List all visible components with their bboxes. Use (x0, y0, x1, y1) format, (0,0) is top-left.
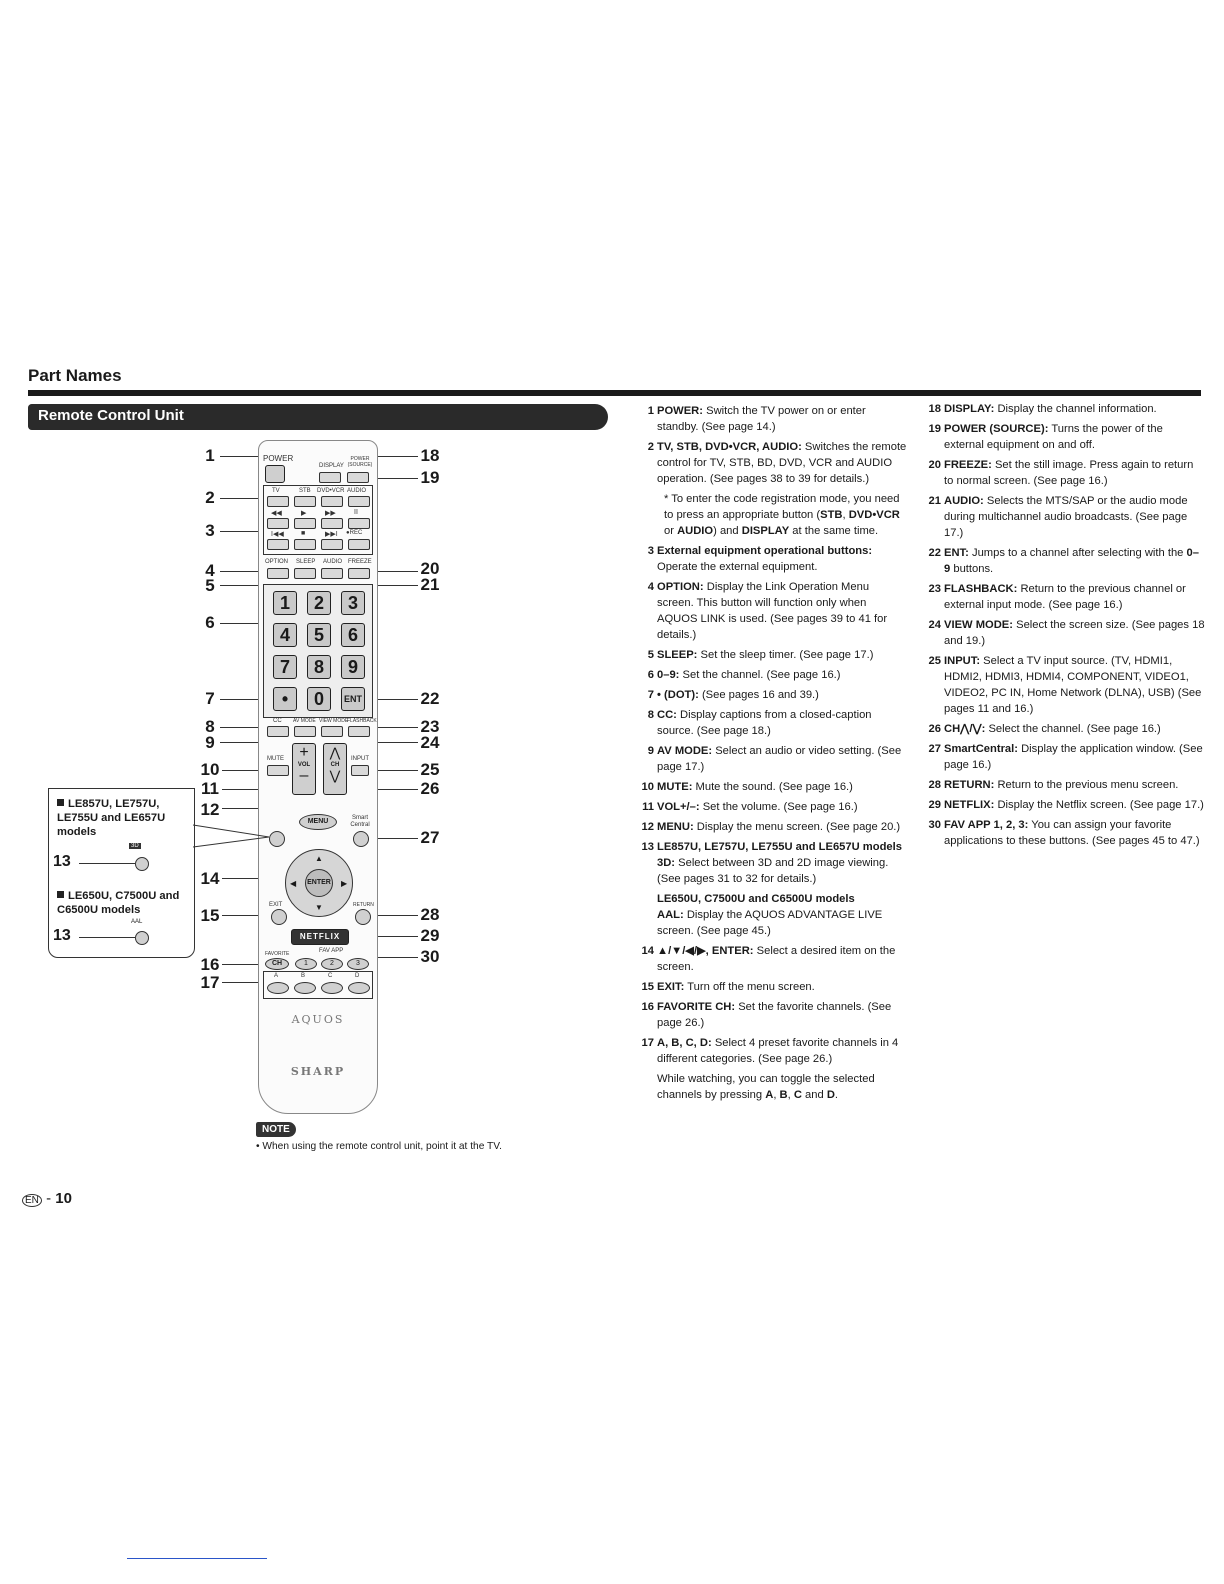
callout-22: 22 (420, 689, 440, 708)
desc-item-29: 29 NETFLIX: Display the Netflix screen. (See page 17.) (928, 799, 1204, 811)
desc-item-24: 24 VIEW MODE: Select the screen size. (See pages 18 and 19.) (928, 619, 1205, 647)
vol-label: VOL (297, 762, 311, 768)
desc-item-18: 18 DISPLAY: Display the channel information. (928, 403, 1157, 415)
return-label: RETURN (353, 902, 374, 908)
audio-source-label: AUDIO (347, 488, 367, 494)
desc-item-12: 12 MENU: Display the menu screen. (See page 20.) (641, 821, 901, 833)
desc-item-8: 8 CC: Display captions from a closed-caption source. (See page 18.) (647, 709, 872, 737)
note-text: • When using the remote control unit, point it at the TV. (256, 1141, 502, 1152)
language-badge: EN (22, 1194, 42, 1207)
callout-9: 9 (205, 733, 215, 752)
callout-2: 2 (205, 488, 215, 507)
desc-item-30: 30 FAV APP 1, 2, 3: You can assign your favorite applications to these buttons. (See pages 45 to 47.) (928, 819, 1200, 847)
option-button[interactable] (267, 568, 289, 579)
desc-item-26: 26 CH⋀/⋁: Select the channel. (See page 16.) (928, 723, 1161, 735)
fav-app-3-button[interactable]: 3 (347, 958, 369, 970)
bottom-rule (127, 1558, 267, 1559)
number-7-button[interactable]: 7 (273, 655, 297, 679)
callout-21: 21 (420, 575, 440, 594)
remote-control-body (258, 440, 378, 1114)
callout-16: 16 (200, 955, 220, 974)
power-button[interactable] (265, 465, 285, 483)
a-button[interactable] (267, 982, 289, 994)
sharp-logo: SHARP (290, 1065, 346, 1078)
input-button[interactable] (351, 765, 369, 776)
desc-item-17-note: While watching, you can toggle the selected channels by pressing A, B, C and D. (657, 1073, 875, 1101)
callout-13b: 13 (53, 927, 71, 944)
section-heading-bar (28, 404, 608, 430)
channel-up-icon: ⋀ (329, 745, 341, 760)
tv-label: TV (272, 488, 280, 494)
ch-label: CH (330, 762, 340, 768)
callout-15: 15 (200, 906, 220, 925)
number-8-button[interactable]: 8 (307, 655, 331, 679)
arrow-left-icon: ◀ (290, 879, 297, 888)
callout-28: 28 (420, 905, 440, 924)
callout-4: 4 (205, 561, 215, 580)
desc-item-4: 4 OPTION: Display the Link Operation Menu screen. This button will function only when AQUOS LINK is used. (See pages 39 to 41 for details.) (647, 581, 888, 641)
dvdvcr-button[interactable] (321, 496, 343, 507)
rec-button[interactable] (348, 539, 370, 550)
page-number: 10 (55, 1190, 72, 1207)
desc-item-11: 11 VOL+/–: Set the volume. (See page 16.) (642, 801, 858, 813)
fav-app-label: FAV APP (319, 948, 344, 954)
note-badge: NOTE (256, 1122, 296, 1137)
view-mode-label: VIEW MODE (319, 718, 349, 724)
callout-7: 7 (205, 689, 215, 708)
callout-26: 26 (420, 779, 440, 798)
mute-label: MUTE (267, 756, 284, 762)
enter-button[interactable]: ENTER (305, 869, 333, 897)
flashback-button[interactable] (348, 726, 370, 737)
callout-18: 18 (420, 446, 440, 465)
number-2-button[interactable]: 2 (307, 591, 331, 615)
desc-item-1: 1 POWER: Switch the TV power on or enter standby. (See page 14.) (647, 405, 866, 433)
callout-30: 30 (420, 947, 440, 966)
box-pointer-lines (193, 820, 273, 860)
desc-item-9: 9 AV MODE: Select an audio or video setting. (See page 17.) (647, 745, 902, 773)
desc-item-2: 2 TV, STB, DVD•VCR, AUDIO: Switches the remote control for TV, STB, BD, DVD, VCR and AUDIO operation. (See pages 38 to 39 for details.) (647, 441, 907, 485)
volume-up-icon: + (299, 744, 309, 761)
aal-label: AAL (131, 919, 143, 925)
skip-back-button[interactable] (267, 539, 289, 550)
av-mode-button[interactable] (294, 726, 316, 737)
fast-forward-icon: ▶▶ (325, 510, 336, 517)
desc-item-17: 17 A, B, C, D: Select 4 preset favorite channels in 4 different categories. (See page 26.) (641, 1037, 899, 1065)
dvdvcr-label: DVD•VCR (317, 488, 345, 494)
flashback-label: FLASHBACK (347, 718, 377, 724)
aquos-logo: AQUOS (291, 1013, 345, 1026)
page-title: Part Names (28, 366, 122, 385)
cc-button[interactable] (267, 726, 289, 737)
section-heading: Remote Control Unit (38, 407, 184, 424)
model-variants-box (48, 788, 195, 958)
fast-forward-button[interactable] (321, 518, 343, 529)
desc-item-14: 14 ▲/▼/◀/▶, ENTER: Select a desired item on the screen. (641, 945, 896, 973)
desc-item-5: 5 SLEEP: Set the sleep timer. (See page 17.) (647, 649, 874, 661)
exit-label: EXIT (269, 902, 283, 908)
play-button[interactable] (294, 518, 316, 529)
number-9-button[interactable]: 9 (341, 655, 365, 679)
callout-24: 24 (420, 733, 440, 752)
desc-item-13-aal: AAL: Display the AQUOS ADVANTAGE LIVE screen. (See page 45.) (657, 909, 883, 937)
callout-14: 14 (200, 869, 220, 888)
tv-button[interactable] (267, 496, 289, 507)
b-label: B (301, 973, 306, 979)
desc-item-7: 7 • (DOT): (See pages 16 and 39.) (647, 689, 819, 701)
desc-item-13-b-head: LE650U, C7500U and C6500U models (657, 893, 855, 905)
channel-rocker[interactable] (323, 743, 347, 795)
rewind-button[interactable] (267, 518, 289, 529)
sleep-button[interactable] (294, 568, 316, 579)
pause-button[interactable] (348, 518, 370, 529)
callout-6: 6 (205, 613, 215, 632)
fav-app-1-button[interactable]: 1 (295, 958, 317, 970)
freeze-button[interactable] (348, 568, 370, 579)
favorite-label: FAVORITE (265, 951, 290, 957)
dot-button[interactable]: • (273, 687, 297, 711)
desc-item-10: 10 MUTE: Mute the sound. (See page 16.) (641, 781, 853, 793)
arrow-right-icon: ▶ (341, 879, 348, 888)
model-group-1-label: LE857U, LE757U, LE755U and LE657U models (57, 798, 166, 838)
smart-central-button[interactable] (353, 831, 369, 847)
mute-button[interactable] (267, 765, 289, 776)
display-button[interactable] (319, 472, 341, 483)
desc-item-21: 21 AUDIO: Selects the MTS/SAP or the audio mode during multichannel audio broadcasts. (See page 17.) (928, 495, 1188, 539)
model-group-2-label: LE650U, C7500U and C6500U models (57, 890, 180, 916)
d-button[interactable] (348, 982, 370, 994)
audio-button[interactable] (321, 568, 343, 579)
callout-3: 3 (205, 521, 215, 540)
aal-button[interactable] (135, 931, 149, 945)
view-mode-button[interactable] (321, 726, 343, 737)
freeze-label: FREEZE (348, 559, 372, 565)
callout-29: 29 (420, 926, 440, 945)
d-label: D (355, 973, 360, 979)
arrow-down-icon: ▼ (315, 903, 323, 912)
audio-source-button[interactable] (348, 496, 370, 507)
desc-item-3: 3 External equipment operational buttons: Operate the external equipment. (647, 545, 873, 573)
number-6-button[interactable]: 6 (341, 623, 365, 647)
callout-10: 10 (200, 760, 220, 779)
display-label: DISPLAY (319, 463, 344, 469)
callout-19: 19 (420, 468, 440, 487)
b-button[interactable] (294, 982, 316, 994)
desc-item-13: 13 LE857U, LE757U, LE755U and LE657U models (641, 841, 902, 853)
desc-item-25: 25 INPUT: Select a TV input source. (TV, HDMI1, HDMI2, HDMI3, HDMI4, COMPONENT, VIDEO1, VIDEO2, PC IN, Home Network (DLNA), USB) (See pages 11 and 16.) (928, 655, 1202, 715)
channel-down-icon: ⋁ (329, 768, 341, 783)
desc-item-28: 28 RETURN: Return to the previous menu screen. (928, 779, 1179, 791)
desc-item-22: 22 ENT: Jumps to a channel after selecting with the 0–9 buttons. (928, 547, 1199, 575)
number-1-button[interactable]: 1 (273, 591, 297, 615)
power-source-button[interactable] (347, 472, 369, 483)
volume-rocker[interactable] (292, 743, 316, 795)
stop-icon: ■ (301, 530, 306, 537)
desc-item-13-3d: 3D: Select between 3D and 2D image viewing. (See pages 31 to 32 for details.) (657, 857, 889, 885)
pause-icon: II (354, 509, 358, 516)
netflix-button[interactable]: NETFLIX (291, 929, 349, 945)
exit-button[interactable] (271, 909, 287, 925)
stb-button[interactable] (294, 496, 316, 507)
desc-item-16: 16 FAVORITE CH: Set the favorite channels. (See page 26.) (641, 1001, 892, 1029)
arrow-up-icon: ▲ (315, 854, 323, 863)
number-0-button[interactable]: 0 (307, 687, 331, 711)
callout-1: 1 (205, 446, 215, 465)
page-footer: EN - 10 (22, 1190, 72, 1207)
a-label: A (274, 973, 279, 979)
desc-item-6: 6 0–9: Set the channel. (See page 16.) (647, 669, 841, 681)
callout-20: 20 (420, 559, 440, 578)
callout-23: 23 (420, 717, 440, 736)
rewind-icon: ◀◀ (271, 510, 282, 517)
ent-button[interactable]: ENT (341, 687, 365, 711)
fav-app-2-button[interactable]: 2 (321, 958, 343, 970)
desc-item-19: 19 POWER (SOURCE): Turns the power of the external equipment on and off. (928, 423, 1163, 451)
callout-27: 27 (420, 828, 440, 847)
callout-17: 17 (200, 973, 220, 992)
desc-item-15: 15 EXIT: Turn off the menu screen. (641, 981, 815, 993)
number-5-button[interactable]: 5 (307, 623, 331, 647)
audio-label: AUDIO (323, 559, 343, 565)
mode-3d-button[interactable] (135, 857, 149, 871)
description-column-2 (927, 401, 1205, 853)
desc-item-27: 27 SmartCentral: Display the application window. (See page 16.) (928, 743, 1203, 771)
power-label: POWER (263, 454, 294, 463)
menu-button[interactable]: MENU (299, 814, 337, 830)
c-button[interactable] (321, 982, 343, 994)
favorite-ch-button[interactable]: CH (265, 958, 289, 970)
cc-label: CC (273, 718, 282, 724)
mode-3d-icon: 3D (131, 843, 139, 849)
description-column-1 (640, 403, 908, 1107)
option-label: OPTION (265, 559, 289, 565)
callout-12: 12 (200, 800, 220, 819)
input-label: INPUT (351, 756, 369, 762)
stop-button[interactable] (294, 539, 316, 550)
callout-8: 8 (205, 717, 215, 736)
sleep-label: SLEEP (296, 559, 316, 565)
smart-central-label: Smart Central (350, 815, 370, 828)
desc-item-20: 20 FREEZE: Set the still image. Press again to return to normal screen. (See page 16.) (928, 459, 1194, 487)
skip-forward-icon: ▶▶I (325, 531, 338, 538)
code-registration-note: * To enter the code registration mode, you need to press an appropriate button (STB, DVD•VCR or AUDIO) and DISPLAY at the same time. (664, 493, 900, 537)
av-mode-label: AV MODE (293, 718, 316, 724)
c-label: C (328, 973, 333, 979)
return-button[interactable] (355, 909, 371, 925)
callout-13a: 13 (53, 853, 71, 870)
title-rule (28, 390, 1201, 396)
power-source-label: POWER (SOURCE) (347, 456, 373, 468)
number-4-button[interactable]: 4 (273, 623, 297, 647)
number-3-button[interactable]: 3 (341, 591, 365, 615)
desc-item-23: 23 FLASHBACK: Return to the previous channel or external input mode. (See page 16.) (928, 583, 1186, 611)
rec-label: ●REC (346, 530, 363, 536)
skip-forward-button[interactable] (321, 539, 343, 550)
stb-label: STB (299, 488, 311, 494)
skip-back-icon: I◀◀ (271, 531, 284, 538)
callout-5: 5 (205, 576, 215, 595)
play-icon: ▶ (301, 510, 307, 517)
callout-11: 11 (201, 779, 219, 798)
volume-down-icon: – (299, 767, 309, 784)
callout-25: 25 (420, 760, 440, 779)
